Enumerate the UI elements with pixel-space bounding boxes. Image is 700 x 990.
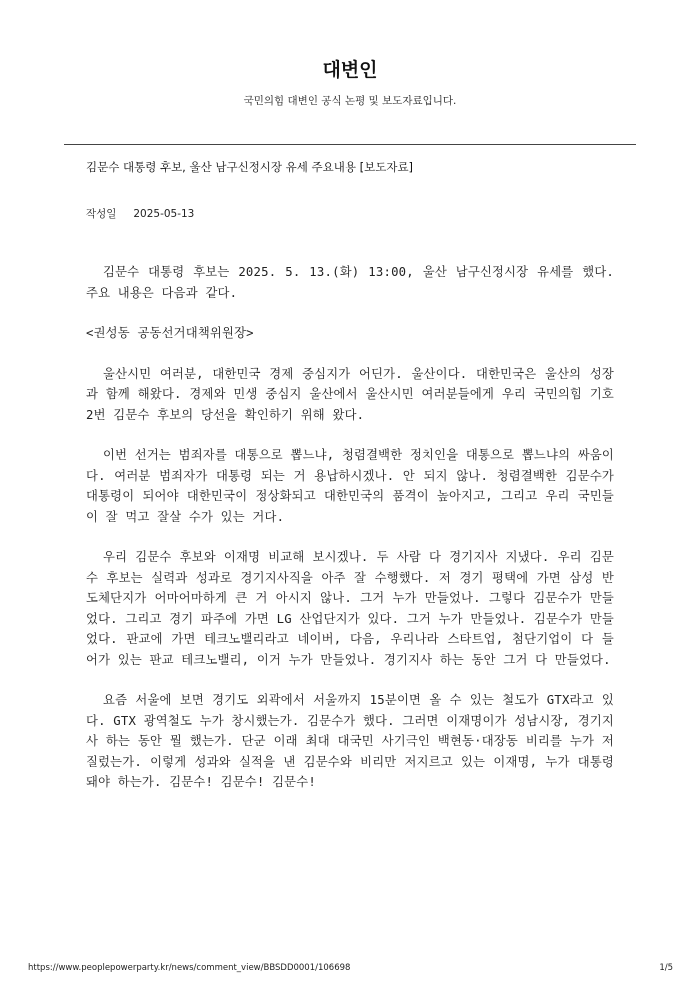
paragraph: 김문수 대통령 후보는 2025. 5. 13.(화) 13:00, 울산 남구신정시장 유세를 했다. 주요 내용은 다음과 같다. [86,265,614,300]
site-title: 대변인 [322,59,378,81]
date-value: 2025-05-13 [133,208,195,220]
paragraph: 요즘 서울에 보면 경기도 외곽에서 서울까지 15분이면 올 수 있는 철도가 GTX라고 있다. GTX 광역철도 누가 창시했는가. 김문수가 했다. 그러면 이재명이가 성남시장, 경기지사 하는 동안 뭘 했는가. 단군 이래 최대 대국민 사기극인 백현동·대장동 비리를 누가 저질렀는가. 이렇게 성과와 실적을 낸 김문수와 비리만 저지르고 있는 이재명, 누가 대통령 돼야 하는가. 김문수! 김문수! 김문수! [86,693,614,789]
site-description: 국민의힘 대변인 공식 논평 및 보도자료입니다. [243,95,457,107]
speaker-heading: <권성동 공동선거대책위원장> [86,326,254,340]
article-meta [86,206,194,221]
article-title: 김문수 대통령 후보, 울산 남구신정시장 유세 주요내용 [보도자료] [86,160,414,174]
article-body [86,262,614,813]
footer-url: https://www.peoplepowerparty.kr/news/comment_view/BBSDD0001/106698 [28,963,351,973]
paragraph: 이번 선거는 범죄자를 대통으로 뽑느냐, 청렴결백한 정치인을 대통으로 뽑느냐의 싸움이다. 여러분 범죄자가 대통령 되는 거 용납하시겠나. 안 되지 않나. 청렴결백한 김문수가 대통령이 되어야 대한민국이 정상화되고 대한민국의 품격이 높아지고, 그리고 우리 국민들이 잘 먹고 잘살 수가 있는 거다. [86,448,614,524]
header-divider [64,144,636,145]
page-number: 1/5 [659,963,673,973]
paragraph: 울산시민 여러분, 대한민국 경제 중심지가 어딘가. 울산이다. 대한민국은 울산의 성장과 함께 해왔다. 경제와 민생 중심지 울산에서 울산시민 여러분들에게 우리 국민의힘 기호 2번 김문수 후보의 당선을 확인하기 위해 왔다. [86,366,614,422]
date-label: 작성일 [86,208,117,220]
paragraph: 우리 김문수 후보와 이재명 비교해 보시겠나. 두 사람 다 경기지사 지냈다. 우리 김문수 후보는 실력과 성과로 경기지사직을 아주 잘 수행했다. 저 경기 평택에 가면 삼성 반도체단지가 어마어마하게 큰 거 아시지 않나. 그거 누가 만들었나. 그렇다 김문수가 만들었다. 그리고 경기 파주에 가면 LG 산업단지가 있다. 그거 누가 만들었나. 김문수가 만들었다. 판교에 가면 테크노밸리라고 네이버, 다음, 우리나라 스타트업, 첨단기업이 다 들어가 있는 판교 테크노밸리, 이거 누가 만들었나. 경기지사 하는 동안 그거 다 만들었다. [86,550,614,667]
